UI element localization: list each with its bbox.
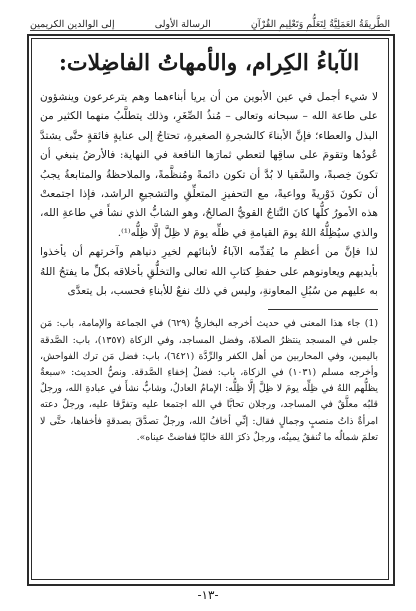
body-paragraph-1: لا شيء أجمل في عين الأبوين من أن يريا أبناءهما وهم يترعرعون وينشؤون على طاعة الله – سبحانه وتعالى – مُنذُ الصِّغَرِ، وذلك يتطلَّبُ منهما الكثير من البذل والعطاء؛ فإنَّ الأبناءَ كالشجرةِ الصغيرةِ، تحتاجُ إلى عنايةٍ فائقةٍ حتَّى يشتدَّ عُودُها وتقومَ على ساقِها لتعطي ثمارَها النافعة في النهاية: فالأرضُ ينبغي أن تكونَ خِصبةً، والسَّقيا لا بُدَّ أن تكون دائمةً ومُنظَّمةً، والملاحظةُ والمتابعةُ يجبُ أن تكونَ دَوْريةً وواعيةً، مع التحفيزِ المتعلِّقِ والتشجيعِ الراشد، فإذا اجتمعتْ هذه الأمورُ كلُّها كانَ النَّتاجُ القويُّ الصالحُ، وهو الشابُّ الذي نشأَ في طاعةِ الله، والذي سيُظِلُّهُ اللهُ يومَ القيامةِ في ظلِّه يومَ لا ظِلَّ إلَّا ظِلُّه⁽¹⁾. xyxy=(40,91,378,239)
body-paragraph-2: لذا فإنَّ من أعظمِ ما يُقدِّمه الآباءُ لأبنائهم لخيرِ دنياهم وآخرتهم أن يأخذوا بأيديهم ويعاونوهم على حفظِ كتابِ الله تعالى والتخلُّقِ بأخلاقه بكلِّ ما يفتحُ اللهُ به عليهم من سُبُلِ المعاونةِ، وليس في ذلك نفعٌ للأبناءِ فحسب، بل يتعدَّى xyxy=(40,246,378,298)
header-book-title: الطَّرِيقَةُ العَمَلِيَّةُ لِتَعَلُّمِ وَتَعْلِيمِ القُرْآنِ xyxy=(250,19,390,30)
header-rule xyxy=(30,30,390,31)
header-audience: إلى الوالدين الكريمين xyxy=(30,19,115,30)
page-number: -١٣- xyxy=(197,588,219,602)
page-content xyxy=(40,44,378,564)
running-header xyxy=(30,8,390,30)
footnote: (1) جاء هذا المعنى في حديث أخرجه البخاريُّ (٦٢٩) في الجماعة والإمامة، باب: مَن جلس في المسجد ينتظرُ الصلاةَ، وفضل المساجد، وفي الزكاة (١٣٥٧)، باب: الصَّدقة باليمين، وفي المحاربين من أهل الكفر والرِّدَّة (٦٤٢١)، باب: فضل مَن ترك الفواحش، وأخرجه مسلم (١٠٣١) في الزكاة، باب: فضلُ إخفاءِ الصَّدقة. ونصُّ الحديث: «سبعةٌ يظلُّهم اللهُ في ظِلِّه يومَ لا ظِلَّ إلَّا ظِلُّه: الإمامُ العادلُ، وشابٌّ نشأَ في عبادةِ الله، ورجلٌ قلبُه معلَّقٌ في المساجد، ورجلان تحابَّا في الله اجتمعا عليه وتفرَّقا عليه، ورجلٌ دعته امرأةٌ ذاتُ منصبٍ وجمالٍ فقال: إنِّي أخافُ الله، ورجلٌ تصدَّقَ بصدقةٍ فأخفاها، حتَّى لا تعلمَ شمالُه ما تُنفقُ يمينُه، ورجلٌ ذكرَ اللهَ خاليًا ففاضتْ عيناه». xyxy=(40,318,379,443)
footnote-divider xyxy=(268,309,378,310)
chapter-title: الآباءُ الكِرام، والأمهاتُ الفاضِلات: xyxy=(58,50,360,76)
header-section-title: الرسالة الأولى xyxy=(154,19,211,30)
